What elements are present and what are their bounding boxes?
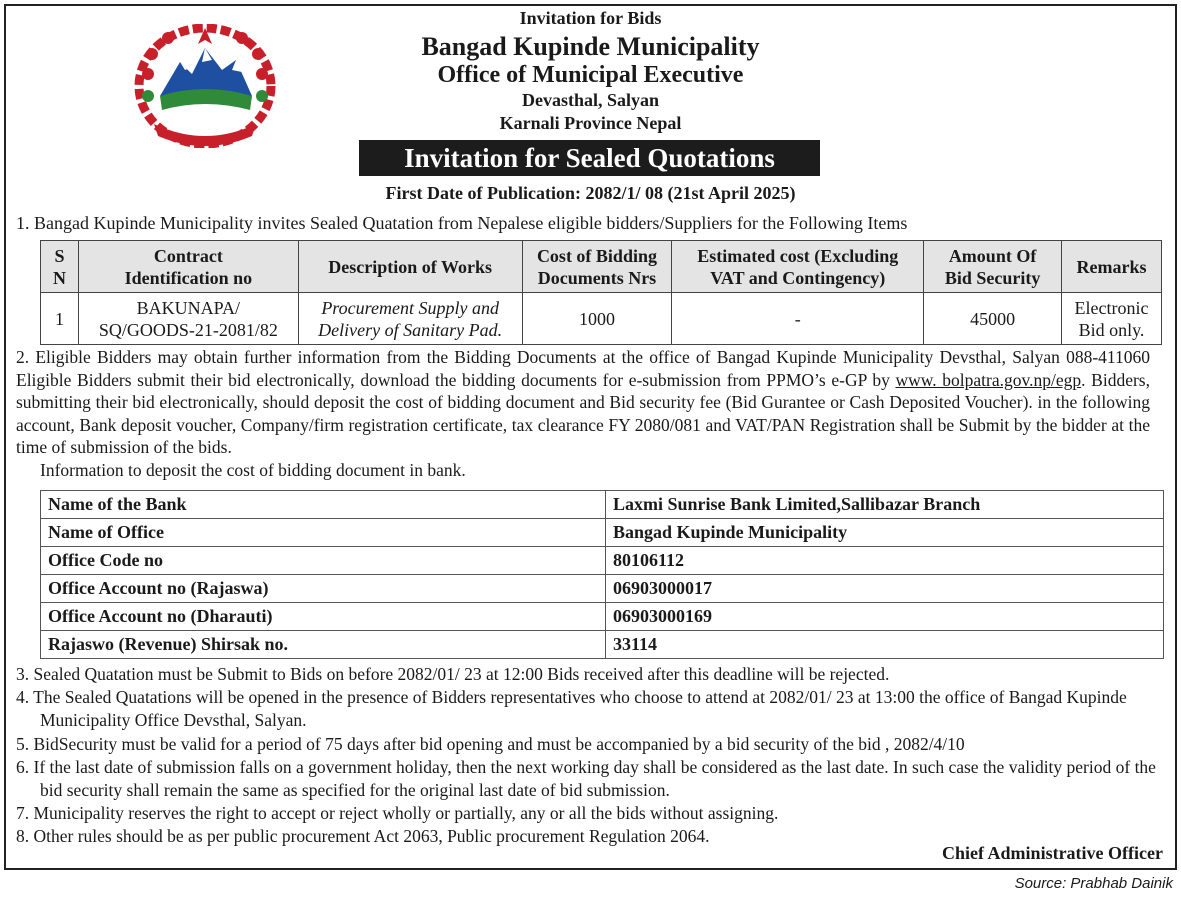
bank-value: 80106112 [606,547,1164,575]
notice-kicker: Invitation for Bids [519,8,662,28]
table-row [41,293,1162,345]
clause-6: 6. If the last date of submission falls on a government holiday, then the next working day shall be considered as the last date. In such case the validity period of the bid security shall remain the same as specified for the original last date of bid submission. [16,757,1156,800]
clause-1: 1. Bangad Kupinde Municipality invites Sealed Quatation from Nepalese eligible bidders/Suppliers for the Following Items [16,213,908,233]
cell-description: Procurement Supply and Delivery of Sanitary Pad. [298,293,522,345]
bank-value: Bangad Kupinde Municipality [606,519,1164,547]
cell-remarks: Electronic Bid only. [1062,293,1162,345]
bank-value: 33114 [606,631,1164,659]
header-security: Amount Of Bid Security [924,241,1062,293]
table-row [41,575,1164,603]
bank-value: Laxmi Sunrise Bank Limited,Sallibazar Branch [606,491,1164,519]
source-credit: Source: Prabhab Dainik [1014,875,1173,892]
notice-banner: Invitation for Sealed Quotations [359,140,820,176]
bank-label: Office Code no [41,547,606,575]
municipality-name: Bangad Kupinde Municipality [421,32,760,61]
cell-estimated: - [672,293,924,345]
bank-label: Name of Office [41,519,606,547]
cell-cost: 1000 [522,293,672,345]
egp-link[interactable]: www. bolpatra.gov.np/egp [895,369,1082,390]
items-table [40,240,1162,345]
cell-security: 45000 [924,293,1062,345]
items-header-row [41,241,1162,293]
header-remarks: Remarks [1062,241,1162,293]
office-location: Devasthal, Salyan [521,90,660,110]
clause-3: 3. Sealed Quatation must be Submit to Bids on before 2082/01/ 23 at 12:00 Bids received after this deadline will be rejected. [16,664,890,684]
bank-value: 06903000169 [606,603,1164,631]
bank-table [40,490,1164,659]
clause-4: 4. The Sealed Quatations will be opened in the presence of Bidders representatives who choose to attend at 2082/01/ 23 at 13:00 the office of Bangad Kupinde Municipality Office Devsthal, Salyan. [16,687,1127,730]
bank-label: Rajaswo (Revenue) Shirsak no. [41,631,606,659]
bank-info-note: Information to deposit the cost of bidding document in bank. [40,459,466,480]
clause-2: 2. Eligible Bidders may obtain further information from the Bidding Documents at the office of Bangad Kupinde Municipality Devsthal, Salyan 088-411060 Eligible Bidders submit their bid electronically, download the bidding documents for e-submission from PPMO’s e-GP by www. bolpatra.gov.np/egp. Bidders, submitting their bid electronically, should deposit the cost of bidding document and Bid security fee (Bid Gurantee or Cash Deposited Voucher). in the following account, Bank deposit voucher, Company/firm registration certificate, tax clearance FY 2080/081 and VAT/PAN Registration shall be Submit by the bidder at the time of submission of the bids. Information to deposit the cost of bidding document in bank. [16,347,1150,480]
header-estimated: Estimated cost (Excluding VAT and Contingency) [672,241,924,293]
header-description: Description of Works [298,241,522,293]
cell-contract: BAKUNAPA/ SQ/GOODS-21-2081/82 [78,293,298,345]
bank-label: Office Account no (Dharauti) [41,603,606,631]
clause-7: 7. Municipality reserves the right to accept or reject wholly or partially, any or all the bids without assigning. [16,803,779,823]
clause-5: 5. BidSecurity must be valid for a period of 75 days after bid opening and must be accompanied by a bid security of the bid , 2082/4/10 [16,734,965,754]
header-sn: S N [41,241,79,293]
publication-date: First Date of Publication: 2082/1/ 08 (21st April 2025) [385,183,796,203]
table-row [41,519,1164,547]
cell-sn: 1 [41,293,79,345]
table-row [41,491,1164,519]
province: Karnali Province Nepal [499,113,682,133]
bank-label: Office Account no (Rajaswa) [41,575,606,603]
header-contract: Contract Identification no [78,241,298,293]
header-cost: Cost of Bidding Documents Nrs [522,241,672,293]
table-row [41,631,1164,659]
bank-value: 06903000017 [606,575,1164,603]
bank-label: Name of the Bank [41,491,606,519]
table-row [41,603,1164,631]
office-name: Office of Municipal Executive [437,62,744,88]
signatory: Chief Administrative Officer [942,843,1163,863]
clause-8: 8. Other rules should be as per public procurement Act 2063, Public procurement Regulation 2064. [16,826,710,846]
table-row [41,547,1164,575]
